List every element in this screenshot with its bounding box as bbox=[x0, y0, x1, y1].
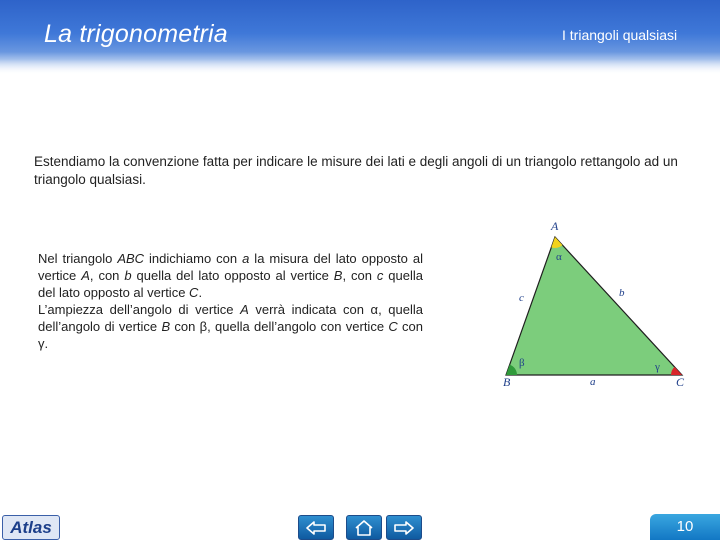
side-label-c: c bbox=[519, 292, 524, 304]
text-run: , con bbox=[89, 268, 125, 283]
angle-label-alpha: α bbox=[556, 251, 562, 263]
atlas-logo bbox=[2, 515, 60, 540]
angle-label-gamma: γ bbox=[655, 361, 660, 373]
triangle-figure bbox=[490, 215, 700, 395]
slide-subtitle: I triangoli qualsiasi bbox=[562, 27, 678, 43]
vertex-label-a: A bbox=[551, 219, 559, 233]
text-run: b bbox=[124, 268, 132, 283]
text-run: a bbox=[242, 251, 250, 266]
header-banner bbox=[0, 0, 720, 74]
home-icon bbox=[354, 520, 374, 536]
vertex-label-c: C bbox=[676, 375, 685, 389]
previous-button[interactable] bbox=[298, 515, 334, 540]
vertex-label-b: B bbox=[503, 375, 511, 389]
paragraph-angles bbox=[38, 301, 423, 352]
text-run: indichiamo con bbox=[144, 251, 243, 266]
arrow-right-icon bbox=[393, 521, 415, 535]
text-run: con β, quella dell’angolo con vertice bbox=[170, 319, 389, 334]
text-run: verrà indicata con α, quella dell’angolo di vertice bbox=[38, 302, 423, 334]
text-run: , con bbox=[342, 268, 377, 283]
text-run: A bbox=[81, 268, 90, 283]
text-run: Nel triangolo bbox=[38, 251, 118, 266]
text-run: L’ampiezza dell’angolo di vertice bbox=[38, 302, 241, 317]
text-run: ABC bbox=[117, 251, 145, 266]
logo-text: Atlas bbox=[10, 517, 52, 537]
text-run: . bbox=[198, 285, 203, 300]
text-run: c bbox=[376, 268, 384, 283]
text-run: quella del lato opposto al vertice bbox=[38, 268, 424, 300]
side-label-b: b bbox=[619, 287, 625, 299]
arrow-left-icon bbox=[305, 521, 327, 535]
triangle-abc bbox=[506, 237, 682, 375]
home-button[interactable] bbox=[346, 515, 382, 540]
text-run: B bbox=[161, 319, 171, 334]
text-run: quella del lato opposto al vertice bbox=[131, 268, 334, 283]
text-run: B bbox=[333, 268, 343, 283]
paragraph-sides bbox=[38, 250, 423, 301]
header-fade bbox=[0, 52, 720, 74]
intro-text: Estendiamo la convenzione fatta per indicare le misure dei lati e degli angoli di un triangolo rettangolo ad un triangolo qualsiasi. bbox=[34, 154, 678, 187]
text-run: C bbox=[189, 285, 199, 300]
body-text bbox=[38, 250, 423, 352]
text-run: A bbox=[240, 302, 249, 317]
next-button[interactable] bbox=[386, 515, 422, 540]
side-label-a: a bbox=[590, 376, 596, 388]
text-run: la misura del lato opposto al vertice bbox=[38, 251, 423, 283]
text-run: C bbox=[388, 319, 398, 334]
angle-label-beta: β bbox=[519, 357, 525, 369]
text-run: con γ. bbox=[38, 319, 423, 351]
page-number: 10 bbox=[650, 514, 720, 540]
slide-title: La trigonometria bbox=[44, 20, 228, 48]
